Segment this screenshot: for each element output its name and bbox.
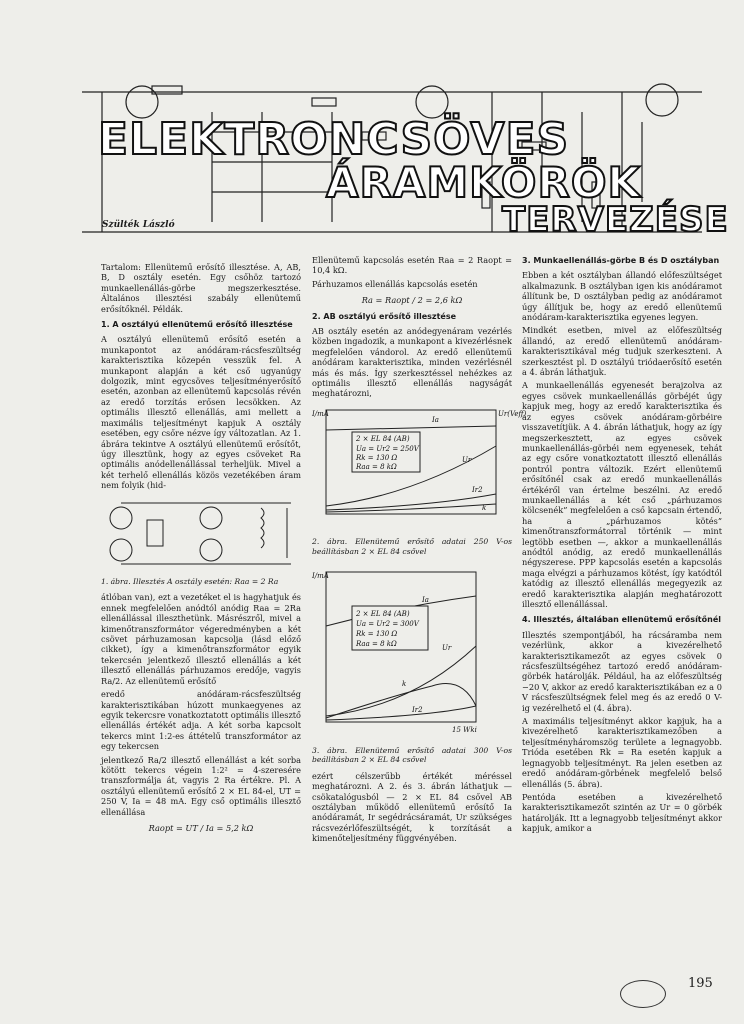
section-heading-4: 4. Illesztés, általában ellenütemű erősítőnél bbox=[522, 615, 721, 625]
fig2-ylabel-left: I/mA bbox=[312, 409, 329, 418]
fig3-xlabel: 15 Wki bbox=[452, 726, 477, 735]
fig2-box-line: Rk = 130 Ω bbox=[356, 453, 398, 462]
paragraph: eredő anódáram-rácsfeszültség karakterisztikában húzott munkaegyenes az egyik tekercsre vonatkoztatott optimális illesztő ellenállás értékét adja. A két sorba kapcsolt tekercs mint 1:2-es áttételű transzformátor az egy tekercsen bbox=[101, 689, 301, 752]
section-heading-1: 1. A osztályú ellenütemű erősítő illesztése bbox=[101, 320, 293, 330]
fig2-box-line: Ua = Ur2 = 250V bbox=[356, 444, 419, 453]
page-number: 195 bbox=[688, 976, 713, 991]
paragraph: A munkaellenállás egyenesét berajzolva az egyes csövek munkaellenállás görbéjét úgy kapjuk meg, hogy az eredő karakterisztika és az egyes csövek anódáram-görbéire visszavetítjük. A 4. ábrán láthatjuk, hogy az így megszerkesztett, az egyes csövek munkaellenállás-görbéi nem egyenesek, tehát az egy csőre vonatkoztatott illesztő ellenállás pontról pontra változik. Ezért ellenütemű erősítőnél csak az eredő munkaellenállás értékéről van értelme beszélni. Az eredő munkaellenállás a két cső „párhuzamos kölcsenék” megfelelően a cső kapcsain értendő, ha a „párhuzamos kötés” kimenőtranszformátorral történik — mint legtöbb esetben —, akkor a munkaellenállás anódtól anódig, az eredő munkaellenállás négyszerese. PPP kapcsolás esetén a kapcsolás maga elvégzi a párhuzamos kötést, így katódtól katódig az illesztő ellenállás megegyezik az eredő karakterisztika alapján meghatározott illesztő ellenállással. bbox=[522, 380, 722, 609]
section-heading-3: 3. Munkaellenállás-görbe B és D osztályban bbox=[522, 256, 720, 265]
title-line-2: ÁRAMKÖRÖK bbox=[326, 158, 642, 207]
fig2-curve-ia: Ia bbox=[432, 415, 439, 424]
paragraph: A maximális teljesítményt akkor kapjuk, ha a kivezérelhető karakterisztikamezőben a teljesítményháromszög területe a legnagyobb. Trióda esetében Rk = Ra esetén kapjuk a legnagyobb teljesítményt. Ra jelen esetben az eredő anódáram-görbének megfelelő belső ellenállás (5. ábra). bbox=[522, 716, 722, 789]
table-of-contents: Tartalom: Ellenütemű erősítő illesztése. A, AB, B, D osztály esetén. Egy csőhöz tartozó munkaellenállás-görbe megszerkesztése. Általános illesztési szabály ellenütemű erősítőknél. Példák. bbox=[101, 262, 301, 314]
figure-1-caption: 1. ábra. Illesztés A osztály esetén: Raa = 2 Ra bbox=[101, 576, 279, 586]
paragraph: jelentkező Ra/2 illesztő ellenállást a két sorba kötött tekercs végein 1:2² = 4-szeresére transzformálja át, vagyis 2 Ra értékre. Pl. A osztályú ellenütemű erősítő 2 × EL 84-el, UT = 250 V, Ia = 48 mA. Egy cső optimális illesztő ellenállása bbox=[101, 754, 301, 817]
title-line-1: ELEKTRONCSÖVES bbox=[98, 114, 570, 165]
paragraph: átlóban van), ezt a vezetéket el is hagyhatjuk és ennek megfelelően anódtól anódig Raa = 2Ra ellenállással illeszthetünk. Másrészről, mivel a kimenőtranszformátor végeredményben a két csövet párhuzamosan kapcsolja (lásd előző cikket), így a kimenőtranszformátor egyik tekercsén jelentkező illesztő ellenállás a két illesztő ellenállás párhuzamos eredője, vagyis Ra/2. Az ellenütemű erősítő bbox=[101, 592, 301, 686]
equation: Ra = Raopt / 2 = 2,6 kΩ bbox=[361, 295, 463, 306]
fig3-curve-ur: Ur bbox=[442, 644, 452, 653]
figure-2-graph bbox=[312, 406, 527, 528]
figure-1-circuit bbox=[101, 498, 301, 568]
column-2 bbox=[312, 255, 527, 847]
figure-3-graph bbox=[312, 566, 512, 736]
fig2-curve-ur: Ur bbox=[462, 455, 472, 464]
fig3-box-line: Ua = Ur2 = 300V bbox=[356, 620, 419, 629]
fig3-curve-k: k bbox=[402, 680, 407, 689]
title-line-3: TERVEZÉSE bbox=[502, 200, 729, 240]
paragraph: Mindkét esetben, mivel az előfeszültség állandó, az eredő ellenütemű anódáram-karakterisztikával még tudjuk szerkeszteni. A szerkesztést pl. D osztályú triódaerősítő esetén a 4. ábrán láthatjuk. bbox=[522, 325, 722, 378]
paragraph: Párhuzamos ellenállás kapcsolás esetén bbox=[312, 278, 478, 289]
fig3-box-title: 2 × EL 84 (AB) bbox=[356, 610, 410, 619]
fig2-curve-k: k bbox=[482, 503, 487, 512]
fig3-curve-ir2: Ir2 bbox=[412, 706, 423, 715]
figure-3-caption: 3. ábra. Ellenütemű erősítő adatai 300 V-os beállításban 2 × EL 84 csővel bbox=[312, 745, 512, 765]
fig2-curve-ir2: Ir2 bbox=[472, 485, 483, 494]
paragraph: A osztályú ellenütemű erősítő esetén a munkapontot az anódáram-rácsfeszültség karakterisztika közepén vesszük fel. A munkapont alapján a két cső ugyanúgy dolgozik, mint egycsöves teljesítményerősítő esetén, azonban az ellenütemű kapcsolás révén az eredő torzítás erősen lecsökken. Az optimális illesztő ellenállás, ami mellett a maximális teljesítményt kapjuk A osztály esetében, egy csőre nézve így változatlan. Az 1. ábrára tekintve A osztályú ellenütemű erősítőt, úgy illesztünk, hogy az egyes csöveket Ra optimális anódellenállással terheljük. Mivel a két terhelő ellenállás közös vezetékében áram nem folyik (hid- bbox=[101, 334, 301, 491]
paragraph: Illesztés szempontjából, ha rácsáramba nem vezérlünk, akkor a kivezérelhető karakterisztikamezőt az egyes csövek 0 rácsfeszültségéhez tartozó eredő anódáram-görbék határolják. Például, ha az előfeszültség −20 V, akkor az eredő karakterisztikában ez a 0 V rácsfeszültségnek felel meg és az eredő 0 V-ig vezérelhető el (4. ábra). bbox=[522, 629, 722, 713]
paragraph: Ebben a két osztályban állandó előfeszültséget alkalmazunk. B osztályban igen kis anódáramot állítunk be, D osztályban pedig az anódáramot úgy állítjuk be, hogy az eredő ellenütemű anódáram-karakterisztika egyenes legyen. bbox=[522, 270, 722, 323]
figure-2-caption: 2. ábra. Ellenütemű erősítő adatai 250 V-os beállításban 2 × EL 84 csővel bbox=[312, 537, 512, 556]
paragraph: ezért célszerűbb értékét méréssel meghatározni. A 2. és 3. ábrán láthatjuk — csökatalógusból — 2 × EL 84 csővel AB osztályban működő ellenütemű erősítő Ia anódáramát, Ir segédrácsáramát, Ur szükséges rácsvezérlőfeszültségét, k torzítását a kimenőteljesítmény függvényében. bbox=[312, 770, 512, 844]
fig2-box-title: 2 × EL 84 (AB) bbox=[356, 434, 410, 443]
fig3-ylabel-left: I/mA bbox=[312, 572, 329, 581]
author-name: Szülték László bbox=[102, 220, 175, 230]
equation: Raopt = UT / Ia = 5,2 kΩ bbox=[148, 822, 254, 833]
fig3-curve-ia: Ia bbox=[422, 596, 429, 605]
column-1 bbox=[101, 262, 301, 839]
paragraph: AB osztály esetén az anódegyenáram vezérlés közben ingadozik, a munkapont a kivezérlésnek megfelelően vándorol. Az eredő ellenütemű anódáram karakterisztika, minden vezérlésnél más és más. Így szerkesztéssel nehézkes az optimális illesztő ellenállás nagyságát meghatározni, bbox=[312, 326, 512, 399]
column-3 bbox=[522, 250, 722, 837]
article-header bbox=[62, 72, 730, 238]
fig3-box-line: Raa = 8 kΩ bbox=[356, 640, 397, 649]
fig3-box-line: Rk = 130 Ω bbox=[356, 630, 398, 639]
paragraph: Ellenütemű kapcsolás esetén Raa = 2 Raopt = 10,4 kΩ. bbox=[312, 255, 512, 276]
handwritten-mark bbox=[620, 980, 666, 1008]
paragraph: Pentóda esetében a kivezérelhető karakterisztikamezőt szintén az Ur = 0 görbék határolják. Itt a legnagyobb teljesítményt akkor kapjuk, amikor a bbox=[522, 791, 722, 834]
fig2-ylabel-right: Ur(Veff) bbox=[498, 409, 527, 418]
section-heading-2: 2. AB osztályú erősítő illesztése bbox=[312, 311, 457, 321]
fig2-box-line: Raa = 8 kΩ bbox=[356, 462, 397, 471]
